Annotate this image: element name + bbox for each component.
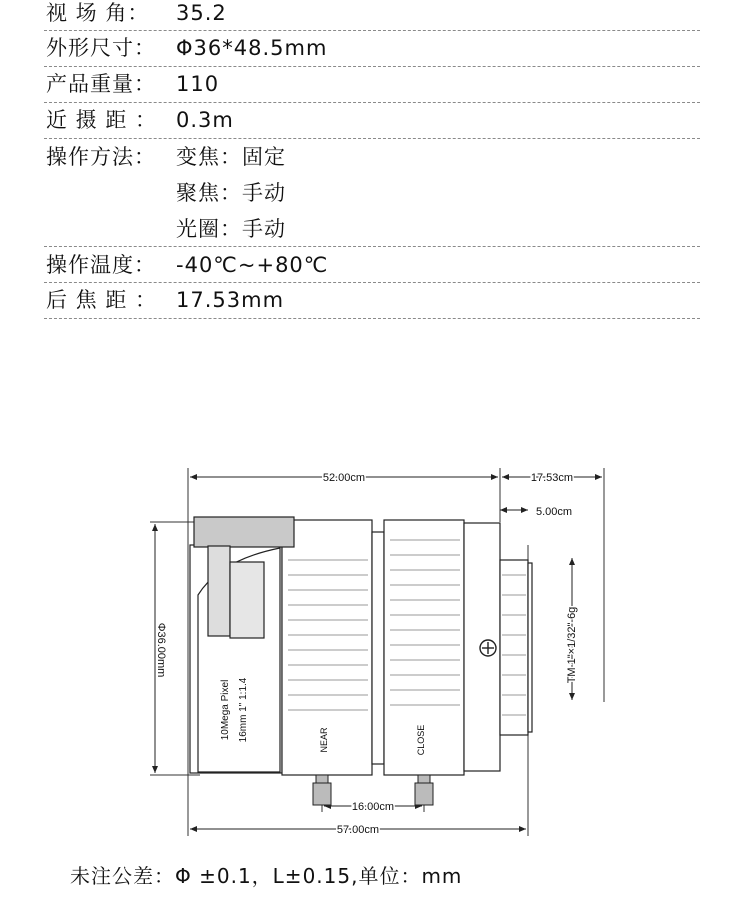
dim-back-focus-label: 17.53cm: [530, 472, 574, 484]
lens-marking-line-1: 10Mega Pixel: [220, 679, 231, 741]
row-divider: [44, 102, 700, 103]
spec-value: 110: [176, 72, 220, 96]
lens-technical-drawing: [140, 455, 610, 845]
row-divider: [44, 138, 700, 139]
dim-mount-length-label: 5.00cm: [536, 506, 573, 518]
focus-ring-near-label: NEAR: [319, 727, 329, 753]
dim-total-length-label: 57.00cm: [336, 824, 380, 836]
spec-value: 35.2: [176, 1, 227, 25]
spec-label: 操作方法：: [46, 145, 156, 169]
spec-value: 聚焦：手动: [176, 181, 286, 205]
spec-value: 变焦：固定: [176, 145, 286, 169]
spec-label: 产品重量：: [46, 72, 156, 96]
spec-label: 操作温度：: [46, 253, 156, 277]
focus-ring-close-label: CLOSE: [416, 724, 426, 756]
row-divider: [44, 66, 700, 67]
spec-label: 后 焦 距 ：: [46, 288, 158, 312]
spec-value: -40℃~+80℃: [176, 253, 329, 277]
spec-label: 视 场 角：: [46, 1, 150, 25]
tolerance-note: 未注公差：Φ ±0.1，L±0.15,单位：mm: [70, 864, 463, 888]
dim-thread-label: TM 1"×1/32"-6g: [566, 606, 578, 684]
dim-ring-spacing-label: 16.00cm: [351, 801, 395, 813]
dim-overall-length-label: 52.00cm: [322, 472, 366, 484]
spec-value: 0.3m: [176, 108, 234, 132]
row-divider: [44, 318, 700, 319]
row-divider: [44, 30, 700, 31]
row-divider: [44, 282, 700, 283]
lens-marking-line-2: 16mm 1" 1:1.4: [238, 677, 249, 743]
dim-diameter-label: Φ36.00mm: [155, 622, 167, 678]
row-divider: [44, 246, 700, 247]
spec-value: 光圈：手动: [176, 217, 286, 241]
spec-value: 17.53mm: [176, 288, 285, 312]
lock-screw-near: [313, 775, 331, 805]
crosshair-screw-icon: [480, 640, 496, 656]
lock-screw-close: [415, 775, 433, 805]
spec-label: 外形尺寸：: [46, 36, 156, 60]
spec-label: 近 摄 距 ：: [46, 108, 158, 132]
spec-value: Φ36*48.5mm: [176, 36, 328, 60]
